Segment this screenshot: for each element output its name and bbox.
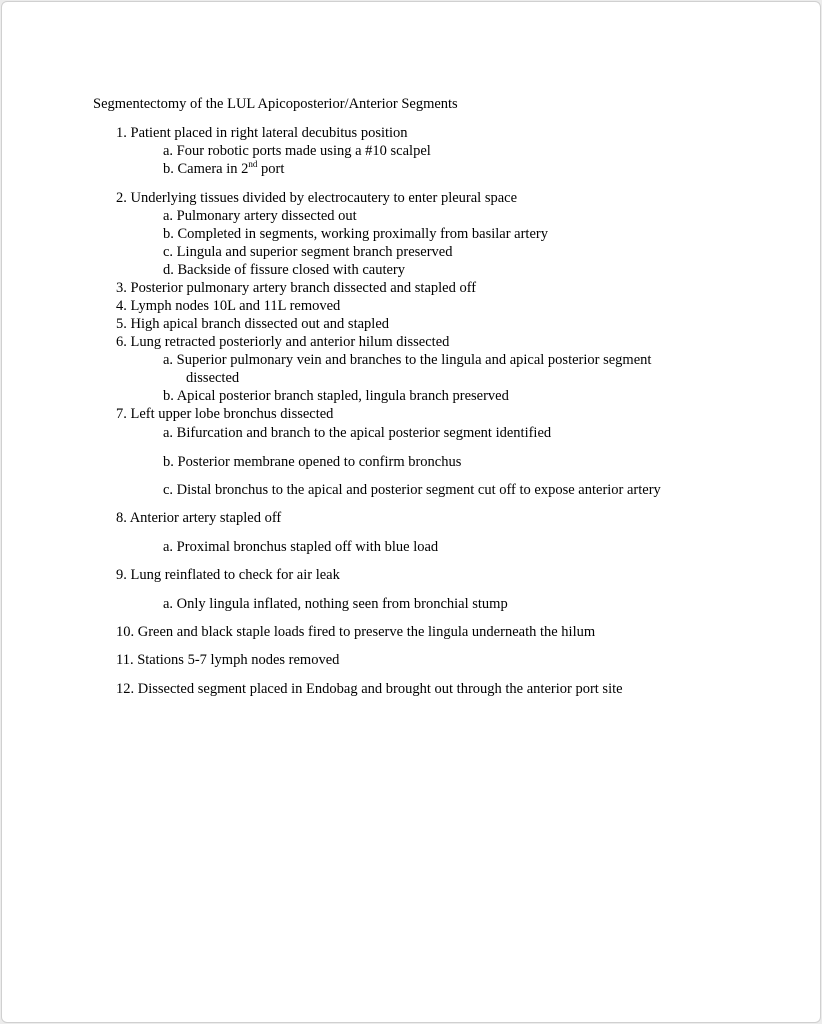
list-item-7c: c. Distal bronchus to the apical and posterior segment cut off to expose anterior artery xyxy=(163,482,661,498)
list-item-2c: c. Lingula and superior segment branch preserved xyxy=(163,244,453,260)
list-item-2a: a. Pulmonary artery dissected out xyxy=(163,208,357,224)
list-item-6: 6. Lung retracted posteriorly and anterior hilum dissected xyxy=(116,334,450,350)
list-item-7a: a. Bifurcation and branch to the apical posterior segment identified xyxy=(163,425,552,441)
list-item-1b-text: b. Camera in 2 xyxy=(163,161,249,177)
list-item-8: 8. Anterior artery stapled off xyxy=(116,510,282,526)
list-item-9: 9. Lung reinflated to check for air leak xyxy=(116,567,340,583)
list-item-5: 5. High apical branch dissected out and stapled xyxy=(116,316,390,332)
list-item-2b: b. Completed in segments, working proximally from basilar artery xyxy=(163,226,548,242)
list-item-6a: a. Superior pulmonary vein and branches to the lingula and apical posterior segment xyxy=(163,352,652,368)
list-item-10: 10. Green and black staple loads fired to preserve the lingula underneath the hilum xyxy=(116,624,596,640)
list-item-6b: b. Apical posterior branch stapled, lingula branch preserved xyxy=(163,388,509,404)
document-page xyxy=(1,1,821,1023)
document-title: Segmentectomy of the LUL Apicoposterior/Anterior Segments xyxy=(93,96,458,112)
list-item-9a: a. Only lingula inflated, nothing seen from bronchial stump xyxy=(163,596,508,612)
list-item-3: 3. Posterior pulmonary artery branch dissected and stapled off xyxy=(116,280,477,296)
list-item-6a-continued: dissected xyxy=(186,370,240,386)
list-item-11: 11. Stations 5-7 lymph nodes removed xyxy=(116,652,340,668)
list-item-1a: a. Four robotic ports made using a #10 scalpel xyxy=(163,143,431,159)
list-item-1: 1. Patient placed in right lateral decubitus position xyxy=(116,125,408,141)
list-item-2d: d. Backside of fissure closed with cautery xyxy=(163,262,405,278)
list-item-1b xyxy=(163,160,284,178)
list-item-2: 2. Underlying tissues divided by electrocautery to enter pleural space xyxy=(116,190,518,206)
list-item-7: 7. Left upper lobe bronchus dissected xyxy=(116,406,334,422)
list-item-4: 4. Lymph nodes 10L and 11L removed xyxy=(116,298,341,314)
list-item-1b-tail: port xyxy=(257,161,285,177)
list-item-12: 12. Dissected segment placed in Endobag and brought out through the anterior port site xyxy=(116,681,623,697)
list-item-7b: b. Posterior membrane opened to confirm bronchus xyxy=(163,454,462,470)
ordinal-superscript: nd xyxy=(248,159,258,170)
list-item-8a: a. Proximal bronchus stapled off with blue load xyxy=(163,539,439,555)
